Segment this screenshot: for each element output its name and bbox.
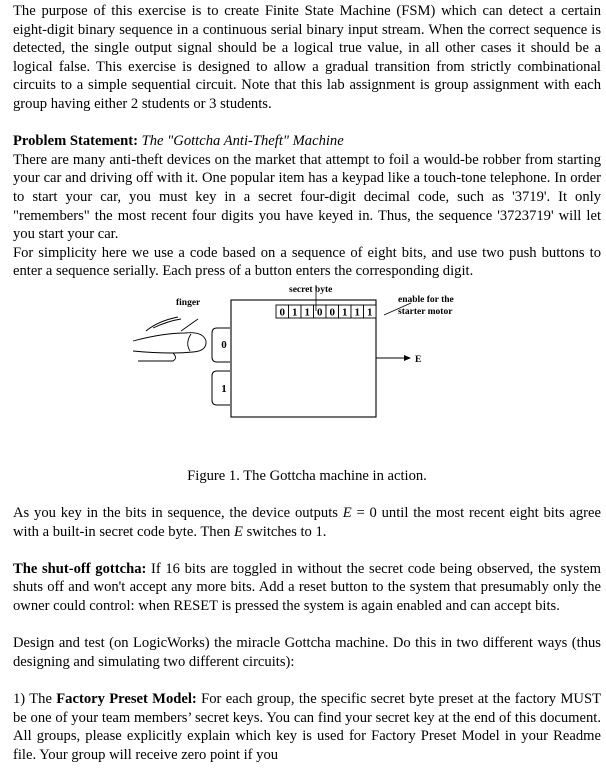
- problem-paragraph-1: There are many anti-theft devices on the market that attempt to foil a would-be robber from starting your car and driving off with it. One popular item has a keypad like a touch-tone telephone. In order to start your car, you must key in a secret four-digit decimal code, such as '3719'. It only "remembers" the most recent four digits you have keyed in. Thus, the sequence '3723719' will let you start your car.: [13, 151, 601, 243]
- output-label: E: [415, 354, 422, 365]
- factory-text: For each group, the specific secret byte preset at the factory MUST be one of your team members’ secret keys. You can find your secret key at the end of this document. All groups, please explicitly explain which key is used for Factory Preset Model in your Readme file. Your group will receive zero point if you: [13, 691, 601, 763]
- behavior-text-a: As you key in the bits in sequence, the device outputs: [13, 505, 343, 522]
- enable-label-line1: enable for the: [398, 294, 454, 305]
- factory-heading: Factory Preset Model:: [56, 691, 197, 708]
- var-e-2: E: [234, 523, 243, 540]
- behavior-text-b: = 0 until the most recent eight bits agree with a built-in secret code byte. Then: [13, 505, 601, 540]
- output-arrow: [376, 355, 411, 361]
- factory-prefix: 1) The: [13, 691, 57, 708]
- enable-label-line2: starter motor: [398, 306, 453, 317]
- design-paragraph: Design and test (on LogicWorks) the miracle Gottcha machine. Do this in two different ways (thus designing and simulating two different circuits):: [13, 635, 601, 670]
- button-one[interactable]: [212, 371, 230, 405]
- secret-bit-value: 1: [354, 306, 360, 319]
- button-zero[interactable]: [212, 328, 230, 362]
- secret-byte-register: [276, 305, 376, 319]
- problem-statement: [13, 132, 601, 244]
- secret-bit-value: 0: [279, 306, 285, 319]
- intro-paragraph: The purpose of this exercise is to create Finite State Machine (FSM) which can detect a certain eight-digit binary sequence in a continuous serial binary input stream. When the correct sequence is detected, the single output signal should be a logical true value, in all other cases it should be a logical false. This exercise is designed to allow a gradual transition from strictly combinational circuits to a simple sequential circuit. Note that this lab assignment is group assignment with each group having either 2 students or 3 students.: [13, 3, 601, 112]
- shutoff-paragraph: [13, 560, 601, 616]
- button-zero-label: 0: [221, 338, 227, 351]
- secret-bit-value: 1: [304, 306, 310, 319]
- behavior-paragraph: [13, 504, 601, 541]
- finger-drawing: [133, 317, 206, 361]
- finger-label: finger: [176, 297, 201, 308]
- figure-caption: Figure 1. The Gottcha machine in action.: [187, 467, 427, 484]
- gottcha-figure: [13, 281, 601, 467]
- shutoff-text: If 16 bits are toggled in without the secret code being observed, the system shuts off and won't accept any more bits. Add a reset button to the system that presumably only the owner could control: when RESET is pressed the system is again enabled and can accept bits.: [13, 560, 601, 615]
- secret-bit-value: 1: [367, 306, 373, 319]
- var-e-1: E: [342, 505, 352, 522]
- secret-bit-value: 1: [292, 306, 298, 319]
- problem-paragraph-2: For simplicity here we use a code based on a sequence of eight bits, and use two push buttons to enter a sequence serially. Each press of a button enters the corresponding digit.: [13, 244, 601, 280]
- secret-byte-label: secret byte: [289, 284, 333, 295]
- secret-bit-value: 0: [329, 306, 335, 319]
- problem-heading: Problem Statement:: [13, 133, 138, 150]
- gottcha-diagram: [13, 281, 601, 467]
- button-one-label: 1: [221, 382, 227, 395]
- problem-subtitle: The "Gottcha Anti-Theft" Machine: [141, 133, 344, 150]
- secret-bit-value: 1: [342, 306, 348, 319]
- factory-paragraph: [13, 690, 601, 764]
- shutoff-heading: The shut-off gottcha:: [13, 560, 147, 577]
- secret-bit-value: 0: [317, 306, 323, 319]
- behavior-text-c: switches to 1.: [242, 523, 327, 540]
